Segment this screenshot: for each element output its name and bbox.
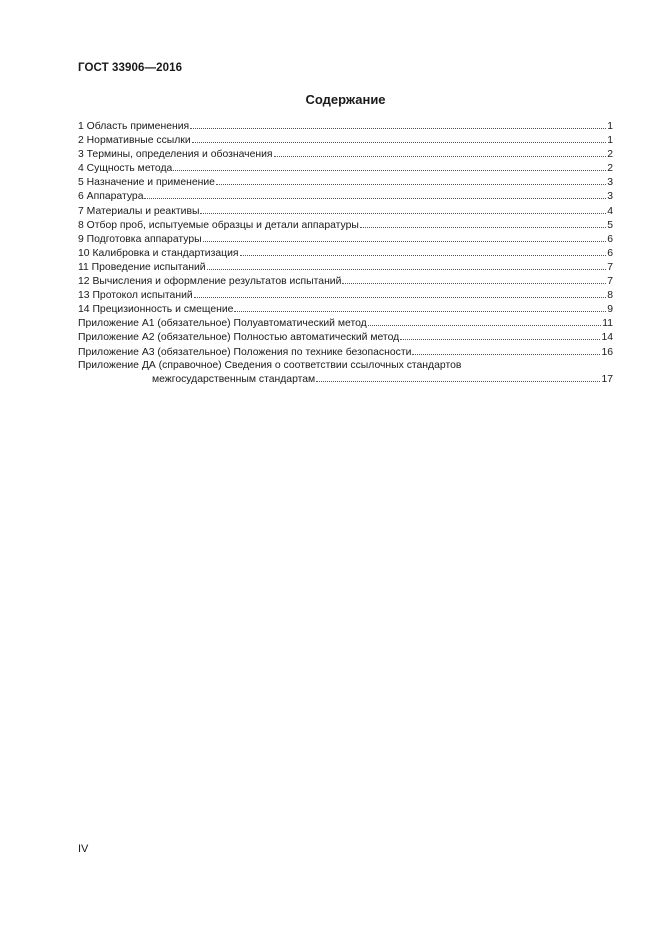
toc-entry[interactable] (78, 218, 613, 232)
toc-entry-page: 4 (607, 205, 613, 217)
dot-leader (342, 274, 606, 284)
toc-entry-continuation[interactable] (78, 372, 613, 386)
toc-entry-page: 9 (607, 304, 613, 316)
toc-entry[interactable] (78, 232, 613, 246)
toc-entry-page: 14 (601, 332, 613, 344)
toc-entry-page: 16 (601, 346, 613, 358)
toc-entry-page: 6 (607, 233, 613, 245)
toc-entry-label: 14 Прецизионность и смещение (78, 304, 234, 316)
dot-leader (234, 302, 606, 312)
dot-leader (274, 147, 607, 157)
toc-entry-page: 1 (607, 121, 613, 132)
toc-entry-label: 5 Назначение и применение (78, 177, 215, 189)
toc-entry-page: 7 (607, 261, 613, 273)
toc-entry[interactable] (78, 345, 613, 359)
dot-leader (207, 260, 607, 270)
dot-leader (400, 330, 600, 340)
toc-entry[interactable] (78, 260, 613, 274)
toc-entry-label: Приложение ДА (справочное) Сведения о соответствии ссылочных стандартов (78, 359, 462, 371)
toc-entry-label: межгосударственным стандартам (152, 373, 316, 385)
page-number: IV (78, 843, 89, 855)
table-of-contents (78, 119, 613, 386)
toc-entry[interactable] (78, 316, 613, 330)
dot-leader (190, 119, 606, 129)
toc-entry[interactable] (78, 288, 613, 302)
toc-entry-label: 2 Нормативные ссылки (78, 135, 191, 147)
toc-entry-label: 12 Вычисления и оформление результатов испытаний (78, 276, 342, 288)
toc-entry-page: 7 (607, 276, 613, 288)
toc-entry-label: 8 Отбор проб, испытуемые образцы и детали аппаратуры (78, 219, 359, 231)
toc-entry-label: Приложение А3 (обязательное) Положения по технике безопасности (78, 346, 412, 358)
dot-leader (412, 345, 600, 355)
dot-leader (240, 246, 607, 256)
toc-entry-page: 8 (607, 290, 613, 302)
dot-leader (203, 232, 607, 242)
toc-entry[interactable] (78, 359, 613, 372)
toc-entry-page: 2 (607, 149, 613, 161)
toc-entry[interactable] (78, 147, 613, 161)
dot-leader (368, 316, 602, 326)
dot-leader (192, 133, 607, 143)
toc-entry-label: 1 Область применения (78, 121, 190, 132)
dot-leader (194, 288, 607, 298)
toc-entry[interactable] (78, 302, 613, 316)
toc-entry-label: 11 Проведение испытаний (78, 261, 206, 273)
toc-title: Содержание (305, 92, 386, 107)
dot-leader (360, 218, 606, 228)
toc-entry[interactable] (78, 161, 613, 175)
toc-entry-label: 9 Подготовка аппаратуры (78, 233, 202, 245)
toc-entry-page: 17 (601, 373, 613, 385)
document-code: ГОСТ 33906—2016 (78, 62, 183, 74)
toc-entry-page: 11 (602, 318, 613, 330)
toc-entry-label: 3 Термины, определения и обозначения (78, 149, 273, 161)
toc-entry[interactable] (78, 133, 613, 147)
toc-entry[interactable] (78, 119, 613, 133)
dot-leader (200, 204, 606, 214)
toc-entry-page: 3 (607, 191, 613, 203)
toc-entry[interactable] (78, 246, 613, 260)
toc-entry-page: 3 (607, 177, 613, 189)
toc-entry-label: 10 Калибровка и стандартизация (78, 247, 239, 259)
toc-entry[interactable] (78, 175, 613, 189)
dot-leader (316, 372, 600, 382)
toc-entry-label: Приложение А1 (обязательное) Полуавтоматический метод (78, 318, 367, 330)
dot-leader (173, 161, 606, 171)
toc-entry[interactable] (78, 330, 613, 344)
toc-entry-label: 4 Сущность метода (78, 163, 173, 175)
toc-entry-page: 5 (607, 219, 613, 231)
toc-entry-page: 1 (607, 135, 613, 147)
dot-leader (144, 189, 606, 199)
toc-entry[interactable] (78, 189, 613, 203)
toc-entry-page: 6 (607, 247, 613, 259)
toc-entry[interactable] (78, 204, 613, 218)
toc-entry-label: 13 Протокол испытаний (78, 290, 193, 302)
toc-entry-label: 6 Аппаратура (78, 191, 144, 203)
toc-entry-label: Приложение А2 (обязательное) Полностью автоматический метод (78, 332, 400, 344)
dot-leader (216, 175, 606, 185)
toc-entry-page: 2 (607, 163, 613, 175)
toc-entry-label: 7 Материалы и реактивы (78, 205, 200, 217)
toc-entry[interactable] (78, 274, 613, 288)
